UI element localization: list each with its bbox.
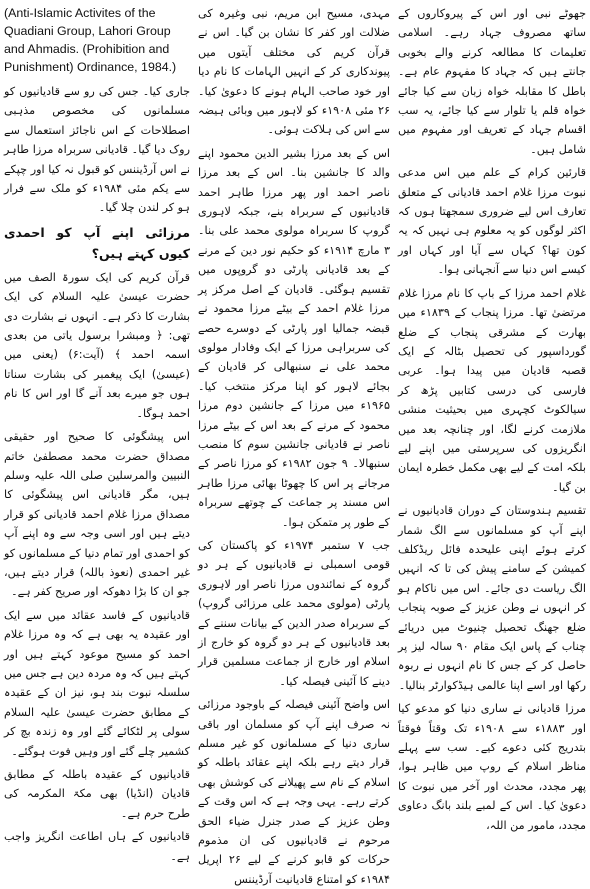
paragraph: مہدی، مسیح ابن مریم، نبی وغیرہ کی ضلالت اور کفر کا نشان بن گیا۔ اس نے قرآن کریم کی مختلف آیتوں میں پیوندکاری کر کے انہیں الہامات کا نام دیا اور خود صاحب الہام ہونے کا دعویٰ کیا۔ ۲۶ مئی ۱۹۰۸ء کو لاہور میں وبائی ہیضہ سے اس کی ہلاکت ہوئی۔	[198, 7, 390, 137]
paragraph: جب ۷ ستمبر ۱۹۷۴ء کو پاکستان کی قومی اسمبلی نے قادیانیوں کے ہر دو گروہ کے نمائندوں مرزا ناصر اور لاہوری پارٹی (مولوی محمد علی مرزائی گروپ) کے سربراہ صدر الدین کے بیانات سننے کے بعد قادیانیوں کے ہر دو گروہ کو خارج از اسلام اور خارج از جماعت مسلمین قرار دینے کا آئینی فیصلہ کیا۔	[198, 538, 390, 688]
ordinance-english-title: (Anti-Islamic Activites of the Quadiani Group, Lahori Group and Ahmadis. (Prohibition and Punishment) Ordinance, 1984.)	[4, 6, 177, 74]
paragraph: جاری کیا۔ جس کی رو سے قادیانیوں کو مسلمانوں کی مخصوص مذہبی اصطلاحات کے اس ناجائز استعمال سے روک دیا گیا۔ قادیانی سربراہ مرزا طاہر نے اس آرڈیننس کو قبول نہ کیا اور چپکے سے یکم مئی ۱۹۸۴ء کو ملک سے فرار ہو کر لندن چلا گیا۔	[4, 85, 191, 215]
column-right	[398, 4, 587, 832]
paragraph: اس پیشگوئی کا صحیح اور حقیقی مصداق حضرت محمد مصطفیٰ خاتم النبیین والمرسلین صلی اللہ علیہ وسلم ہیں، مگر قادیانی اس پیشگوئی کا مصداق مرزا غلام احمد قادیانی کو قرار دیتے ہیں اور اسی وجہ سے وہ اپنے آپ کو احمدی اور تمام دنیا کے مسلمانوں کو غیر احمدی (نعوذ باللہ) قرار دیتے ہیں، جو ان کا بڑا دھوکہ اور صریح کفر ہے۔	[4, 430, 190, 599]
paragraph: تقسیم ہندوستان کے دوران قادیانیوں نے اپنے آپ کو مسلمانوں سے الگ شمار کرتے ہوئے اپنی علیحدہ فائل ریڈکلف کمیشن کے سامنے پیش کی تا کہ انہیں الگ ریاست دی جائے۔ اس میں ناکام ہو کر انہوں نے وطن عزیز کے صوبہ پنجاب ضلع جھنگ تحصیل چنیوٹ میں دریائے چناب کے پاس ایک مقام ۹۰ سالہ لیز پر حاصل کر کے جس کا نام انہوں نے ربوہ رکھا اور اسے اپنا عالمی ہیڈکوارٹر بنالیا۔	[398, 504, 586, 692]
paragraph: غلام احمد مرزا کے باپ کا نام مرزا غلام مرتضیٰ تھا۔ مرزا پنجاب کے ۱۸۳۹ء میں بھارت کے مشرقی پنجاب کے ضلع گورداسپور کی تحصیل بٹالہ کے ایک قصبہ قادیان میں پیدا ہوا۔ عربی فارسی کی درسی کتابیں پڑھ کر سیالکوٹ کچہری میں بحیثیت منشی ملازمت کرنے لگا، اور چنانچہ بعد میں انگریزوں کی سرپرستی میں اپنے لیے بلکہ امت کے لیے بھی مکمل خطرہ ایمان بن گیا۔	[398, 286, 587, 494]
column-middle	[198, 4, 391, 886]
paragraph: اس واضح آئینی فیصلہ کے باوجود مرزائی نہ صرف اپنے آپ کو مسلمان اور باقی ساری دنیا کے مسلمانوں کو غیر مسلم قرار دیتے رہے بلکہ اپنے عقائد باطلہ کو اسلام کے نام سے پھیلانے کی کوشش بھی کرتے رہے۔ یہی وجہ ہے کہ اس وقت کے وطن عزیز کے صدر جنرل ضیاء الحق مرحوم نے قادیانیوں کی ان مذموم حرکات کو قابو کرنے کے لیے ۲۶ اپریل ۱۹۸۴ء کو امتناع قادیانیت آرڈیننس	[198, 698, 390, 886]
paragraph: قادیانیوں کے عقیدہ باطلہ کے مطابق قادیان (انڈیا) بھی مکۃ المکرمہ کی طرح حرم ہے۔	[4, 768, 190, 820]
paragraph: اس کے بعد مرزا بشیر الدین محمود اپنے والد کا جانشین بنا۔ اس کے بعد مرزا ناصر احمد اور پھر مرزا طاہر احمد قادیانیوں کے سربراہ بنے، جبکہ لاہوری گروپ کا سربراہ مولوی محمد علی بنا۔ ۳ مارچ ۱۹۱۴ء کو حکیم نور دین کے مرنے کے بعد قادیانی پارٹی دو گروپوں میں تقسیم ہوگئی۔ قادیان کے اصل مرکز پر مرزا غلام احمد کے بیٹے مرزا محمود نے قبضہ جمالیا اور پارٹی کے دوسرے حصے کی سربراہی مرزا کے ایک وفادار مولوی محمد علی نے سنبھالی کر قادیان کے بجائے لاہور کو اپنا مرکز منتخب کیا۔ ۱۹۶۵ء میں مرزا کے جانشین دوم مرزا محمود کے مرنے کے بعد اس کے بیٹے مرزا ناصر نے قادیانی جانشین سوم کا منصب سنبھالا۔ ۹ جون ۱۹۸۲ء کو مرزا ناصر کے مرجانے پر اس کا چھوٹا بھائی مرزا طاہر اس مسند پر جماعت کے چوتھے سربراہ کے طور پر متمکن ہوا۔	[198, 146, 391, 529]
paragraph: قرآن کریم کی ایک سورۃ الصف میں حضرت عیسیٰ علیہ السلام کی ایک بشارت کا ذکر ہے۔ انہوں نے بشارت دی تھی: ﴿ ومبشرا برسول یاتی من بعدی اسمہ احمد ﴾ (آیت:۶) (یعنی میں (عیسیٰ) ایک پیغمبر کی بشارت سناتا ہوں جو میرے بعد آنے گا اور اس کا نام احمد ہوگا۔	[4, 270, 190, 420]
column-left	[4, 4, 191, 863]
paragraph: قادیانیوں کے ہاں اطاعت انگریز واجب ہے۔	[4, 830, 190, 863]
paragraph: قادیانیوں کے فاسد عقائد میں سے ایک اور عقیدہ یہ بھی ہے کہ وہ مرزا غلام احمد کو مسیح موعود کہتے ہیں اور کہتے ہیں کہ وہ مردہ دین ہے جس میں سلسلہ نبوت بند ہو، نیز ان کے عقیدہ کے مطابق حضرت عیسیٰ علیہ السلام سولی پر لٹکائے گئے اور وہ زندہ بچ کر کشمیر چلے گئے اور وہیں فوت ہوگئے۔	[4, 608, 190, 758]
paragraph: مرزا قادیانی نے ساری دنیا کو مدعو کیا اور ۱۸۸۳ء سے ۱۹۰۸ء تک وقتاً فوقتاً بتدریج کئی دعوے کیے۔ سب سے پہلے مناظر اسلام کے روپ میں ظاہر ہوا، پھر مجدد، محدث اور آخر میں نبوت کا دعویٰ کیا۔ اس کے لمبے بلند بانگ دعاوی مجدد، مامور من اللہ،	[398, 702, 586, 832]
section-heading: مرزائی اپنے آپ کو احمدی کیوں کہتے ہیں؟	[4, 224, 190, 261]
paragraph: جھوٹے نبی اور اس کے پیروکاروں کے ساتھ مصروف جہاد رہے۔ اسلامی تعلیمات کا مطالعہ کرنے والے بخوبی جانتے ہیں کہ جہاد کا مفہوم عام ہے۔ باطل کا مقابلہ خواہ زبان سے کیا جائے خواہ قلم یا تلوار سے کیا جائے، یہ سب اقسام جہاد کے تعریف اور مفہوم میں شامل ہیں۔	[398, 7, 586, 156]
paragraph: قارئین کرام کے علم میں اس مدعی نبوت مرزا غلام احمد قادیانی کے متعلق تعارف اس لیے ضروری سمجھتا ہوں کہ اکثر لوگوں کو یہ معلوم ہی نہیں کہ یہ کون تھا؟ کہاں سے آیا اور کہاں اور کیسے اس دنیا سے آنجہانی ہوا۔	[398, 166, 586, 277]
